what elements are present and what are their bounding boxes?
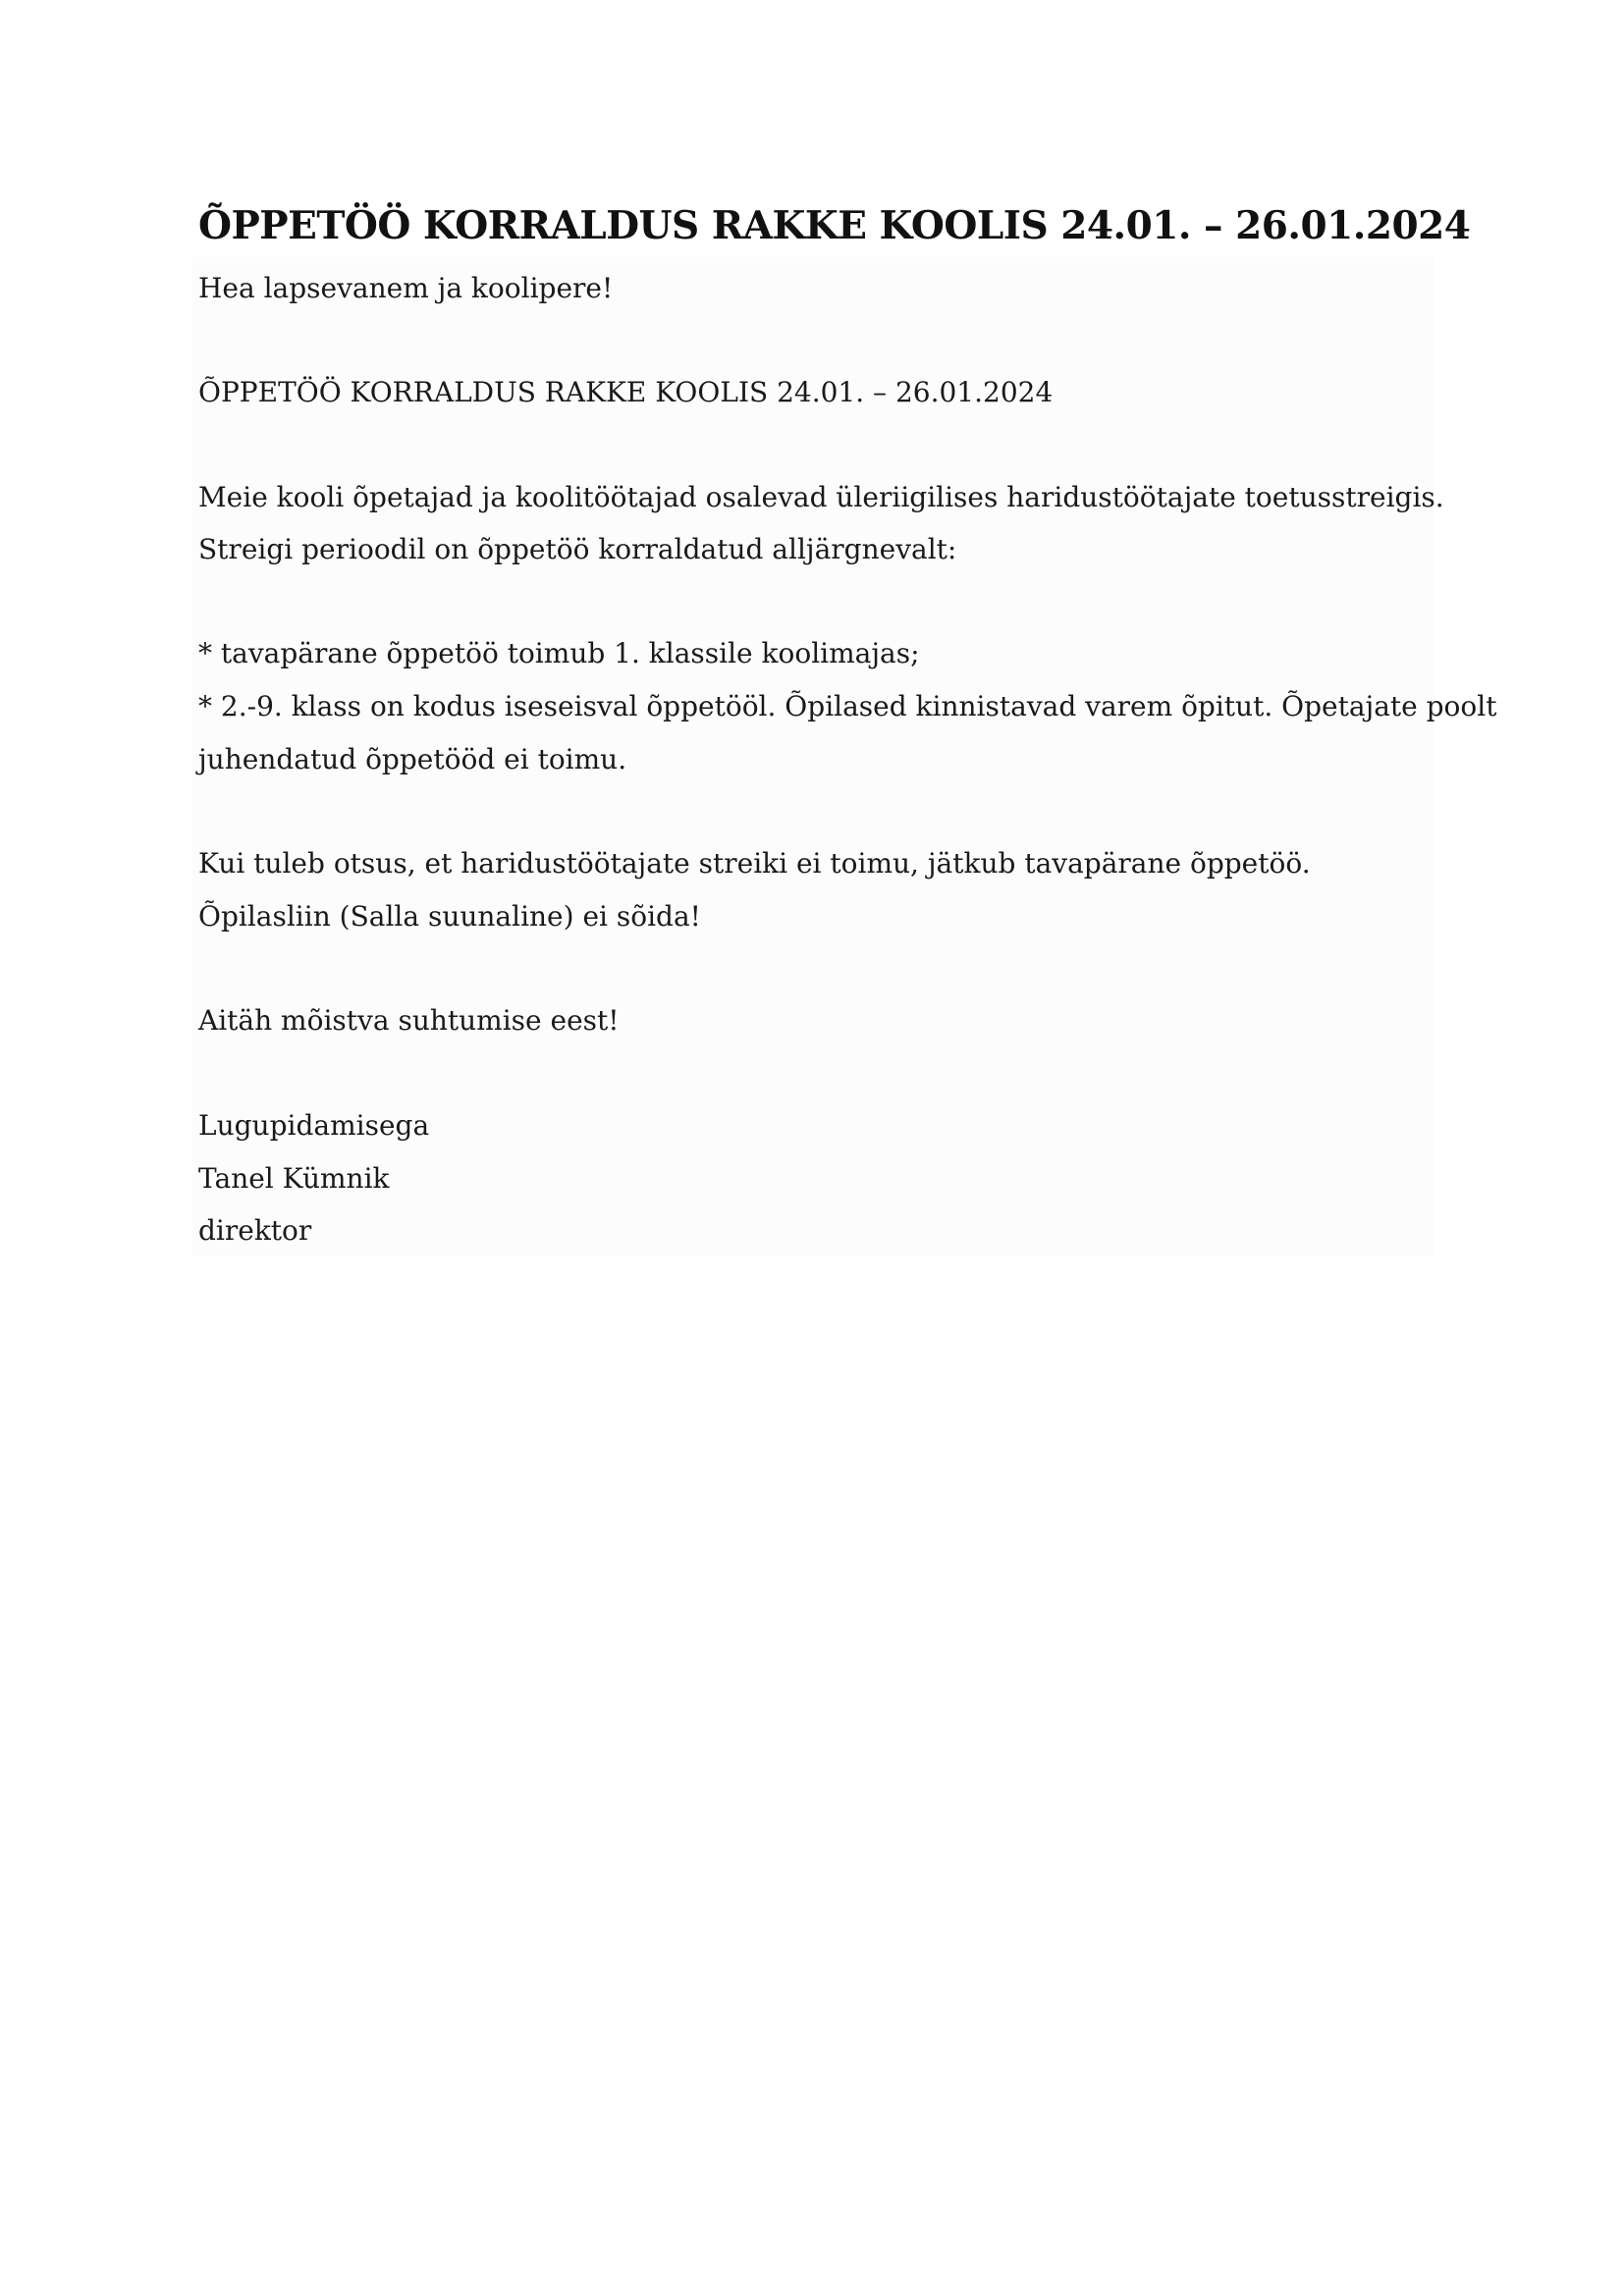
signer-title: direktor bbox=[198, 1214, 312, 1247]
thanks-text: Aitäh mõistva suhtumise eest! bbox=[198, 1004, 620, 1037]
bullet-item-2-line-2: juhendatud õppetööd ei toimu. bbox=[198, 743, 627, 775]
note-paragraph-line-1: Kui tuleb otsus, et haridustöötajate streiki ei toimu, jätkub tavapärane õppetöö. bbox=[198, 847, 1311, 880]
intro-paragraph-line-1: Meie kooli õpetajad ja koolitöötajad osalevad üleriigilises haridustöötajate toetusstreigis. bbox=[198, 481, 1444, 513]
note-paragraph-line-2: Õpilasliin (Salla suunaline) ei sõida! bbox=[198, 900, 701, 933]
bullet-item-1: * tavapärane õppetöö toimub 1. klassile koolimajas; bbox=[198, 637, 920, 669]
intro-paragraph-line-2: Streigi perioodil on õppetöö korraldatud alljärgnevalt: bbox=[198, 533, 957, 565]
closing-text: Lugupidamisega bbox=[198, 1109, 430, 1142]
greeting-text: Hea lapsevanem ja koolipere! bbox=[198, 272, 614, 304]
signer-name: Tanel Kümnik bbox=[198, 1162, 390, 1195]
bullet-item-2-line-1: * 2.-9. klass on kodus iseseisval õppetööl. Õpilased kinnistavad varem õpitut. Õpetajate poolt bbox=[198, 690, 1497, 722]
subtitle-text: ÕPPETÖÖ KORRALDUS RAKKE KOOLIS 24.01. – 26.01.2024 bbox=[198, 376, 1054, 408]
document-title: ÕPPETÖÖ KORRALDUS RAKKE KOOLIS 24.01. – 26.01.2024 bbox=[198, 203, 1471, 248]
